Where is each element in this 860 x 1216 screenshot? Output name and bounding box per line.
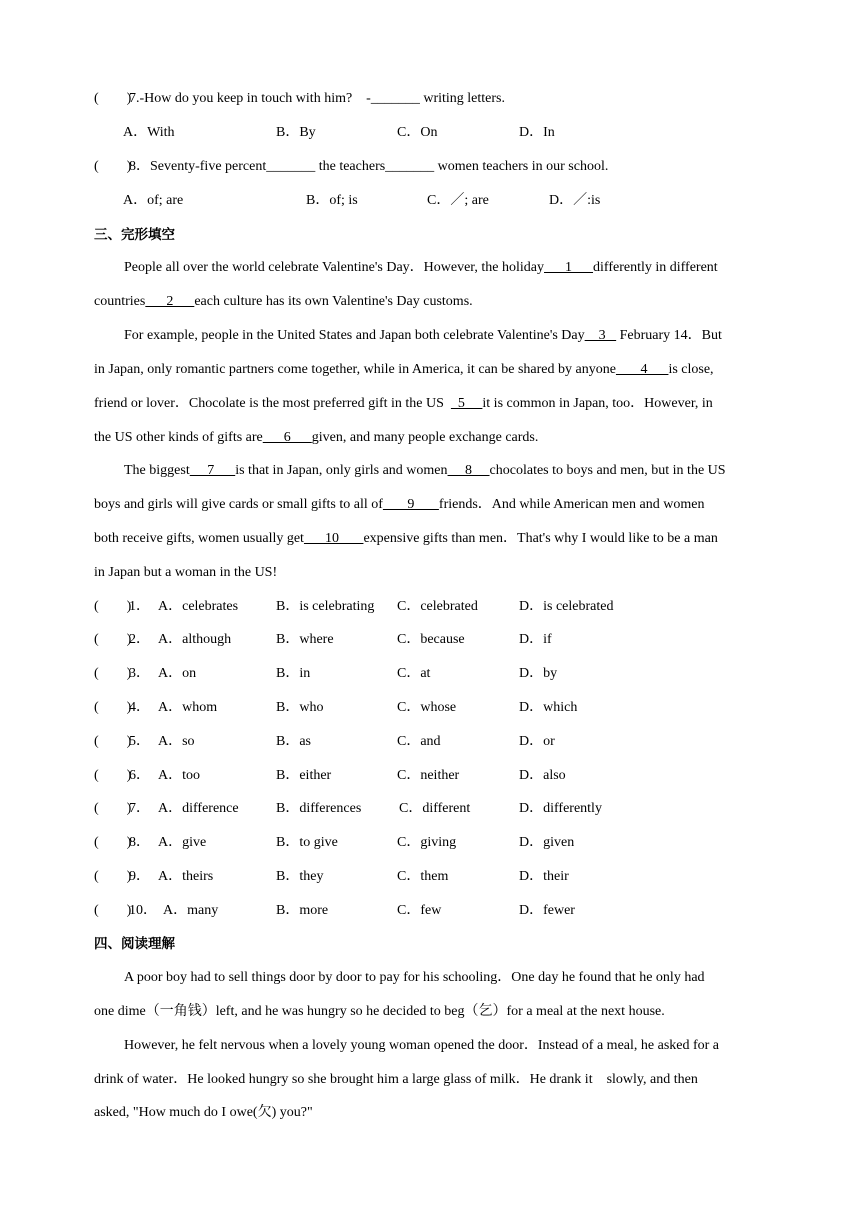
- passage-text: boys and girls will give cards or small gifts to all of 9 friends．And while American men and women: [94, 497, 705, 512]
- grammar-options-7: [0, 123, 860, 143]
- passage-text: The biggest 7 is that in Japan, only girls and women 8 chocolates to boys and men, but in the US: [124, 463, 726, 478]
- option-b[interactable]: B．of; is: [306, 193, 358, 208]
- question-number: 9．: [129, 869, 150, 884]
- option-d[interactable]: D．differently: [519, 801, 602, 816]
- grammar-options-8: [0, 191, 860, 211]
- option-a[interactable]: A．so: [158, 734, 195, 749]
- option-d[interactable]: D．also: [519, 768, 566, 783]
- option-b[interactable]: B．either: [276, 768, 332, 783]
- option-a[interactable]: A．celebrates: [158, 599, 239, 614]
- passage-text: drink of water．He looked hungry so she brought him a large glass of milk．He drank it slowly, and then: [94, 1072, 698, 1087]
- grammar-question-7: [0, 89, 860, 109]
- option-c[interactable]: C．On: [397, 125, 438, 140]
- option-d[interactable]: D．In: [519, 125, 555, 140]
- cloze-question-2: [0, 630, 860, 650]
- question-number: 6．: [129, 768, 150, 783]
- section-heading: 三、完形填空: [94, 227, 175, 243]
- option-d[interactable]: D．by: [519, 666, 558, 681]
- option-a[interactable]: A．although: [158, 632, 232, 647]
- cloze-question-3: [0, 664, 860, 684]
- reading-passage-line: [0, 1070, 860, 1090]
- question-number: 5．: [129, 734, 150, 749]
- answer-bracket[interactable]: ( ): [94, 91, 132, 106]
- cloze-question-9: [0, 867, 860, 887]
- passage-text: However, he felt nervous when a lovely young woman opened the door．Instead of a meal, he asked for a: [124, 1038, 720, 1053]
- cloze-question-6: [0, 766, 860, 786]
- answer-bracket[interactable]: ( ): [94, 599, 132, 614]
- passage-text: one dime（一角钱）left, and he was hungry so he decided to beg（乞）for a meal at the next house.: [94, 1004, 665, 1019]
- option-d[interactable]: D．is celebrated: [519, 599, 614, 614]
- passage-text: both receive gifts, women usually get 10 expensive gifts than men．That's why I would like to be a man: [94, 531, 718, 546]
- option-a[interactable]: A．whom: [158, 700, 218, 715]
- option-b[interactable]: B．in: [276, 666, 311, 681]
- option-a[interactable]: A．theirs: [158, 869, 214, 884]
- question-stem: 7.-How do you keep in touch with him? -_______ writing letters.: [129, 91, 505, 106]
- passage-text: A poor boy had to sell things door by door to pay for his schooling．One day he found that he only had: [124, 970, 705, 985]
- option-d[interactable]: D．their: [519, 869, 569, 884]
- option-a[interactable]: A．give: [158, 835, 207, 850]
- cloze-passage-line: [0, 495, 860, 515]
- blank-3: 3: [584, 328, 617, 343]
- cloze-question-5: [0, 732, 860, 752]
- cloze-passage-line: [0, 292, 860, 312]
- question-number: 10．: [129, 903, 157, 918]
- cloze-question-1: [0, 597, 860, 617]
- blank-1: 1: [544, 260, 594, 275]
- reading-passage-line: [0, 1103, 860, 1123]
- passage-text: asked, "How much do I owe(欠) you?": [94, 1105, 313, 1120]
- option-c[interactable]: C．because: [397, 632, 465, 647]
- option-c[interactable]: C．at: [397, 666, 431, 681]
- option-a[interactable]: A．too: [158, 768, 200, 783]
- cloze-question-4: [0, 698, 860, 718]
- cloze-passage-line: [0, 428, 860, 448]
- option-c[interactable]: C．／; are: [427, 193, 489, 208]
- question-number: 3．: [129, 666, 150, 681]
- passage-text: friend or lover．Chocolate is the most preferred gift in the US 5 it is common in Japan, too．However, in: [94, 396, 713, 411]
- cloze-passage-line: [0, 563, 860, 583]
- option-c[interactable]: C．celebrated: [397, 599, 478, 614]
- blank-9: 9: [382, 497, 439, 512]
- option-b[interactable]: B．they: [276, 869, 324, 884]
- cloze-passage-line: [0, 461, 860, 481]
- option-c[interactable]: C．neither: [397, 768, 460, 783]
- question-number: 2．: [129, 632, 150, 647]
- question-number: 1．: [129, 599, 150, 614]
- passage-text: People all over the world celebrate Valentine's Day．However, the holiday 1 differently in different: [124, 260, 718, 275]
- option-d[interactable]: D．if: [519, 632, 552, 647]
- option-c[interactable]: C．giving: [397, 835, 457, 850]
- option-b[interactable]: B．to give: [276, 835, 338, 850]
- option-b[interactable]: B．By: [276, 125, 316, 140]
- option-c[interactable]: C．whose: [397, 700, 457, 715]
- passage-text: in Japan, only romantic partners come together, while in America, it can be shared by anyone 4 is close,: [94, 362, 714, 377]
- blank-7: 7: [189, 463, 236, 478]
- option-d[interactable]: D．or: [519, 734, 555, 749]
- answer-bracket[interactable]: ( ): [94, 801, 132, 816]
- passage-text: in Japan but a woman in the US!: [94, 565, 278, 580]
- option-b[interactable]: B．where: [276, 632, 334, 647]
- passage-text: For example, people in the United States and Japan both celebrate Valentine's Day 3 February 14．But: [124, 328, 722, 343]
- passage-text: countries 2 each culture has its own Valentine's Day customs.: [94, 294, 473, 309]
- reading-passage-line: [0, 1002, 860, 1022]
- reading-passage-line: [0, 968, 860, 988]
- answer-bracket[interactable]: ( ): [94, 869, 132, 884]
- option-d[interactable]: D．given: [519, 835, 575, 850]
- cloze-passage-line: [0, 258, 860, 278]
- option-a[interactable]: A．difference: [158, 801, 239, 816]
- option-c[interactable]: C．different: [399, 801, 471, 816]
- question-number: 7．: [129, 801, 150, 816]
- section-heading: 四、阅读理解: [94, 936, 175, 952]
- option-c[interactable]: C．and: [397, 734, 441, 749]
- option-d[interactable]: D．fewer: [519, 903, 575, 918]
- option-b[interactable]: B．is celebrating: [276, 599, 375, 614]
- option-d[interactable]: D．／:is: [549, 193, 601, 208]
- answer-bracket[interactable]: ( ): [94, 768, 132, 783]
- blank-4: 4: [615, 362, 669, 377]
- cloze-passage-line: [0, 529, 860, 549]
- option-a[interactable]: A．many: [163, 903, 219, 918]
- cloze-question-7: [0, 799, 860, 819]
- option-b[interactable]: B．as: [276, 734, 311, 749]
- option-b[interactable]: B．differences: [276, 801, 362, 816]
- cloze-question-8: [0, 833, 860, 853]
- cloze-passage-line: [0, 360, 860, 380]
- reading-passage-line: [0, 1036, 860, 1056]
- question-number: 8．: [129, 835, 150, 850]
- answer-bracket[interactable]: ( ): [94, 159, 132, 174]
- answer-bracket[interactable]: ( ): [94, 734, 132, 749]
- option-d[interactable]: D．which: [519, 700, 578, 715]
- option-c[interactable]: C．them: [397, 869, 449, 884]
- option-a[interactable]: A．With: [123, 125, 175, 140]
- passage-text: the US other kinds of gifts are 6 given, and many people exchange cards.: [94, 430, 539, 445]
- answer-bracket[interactable]: ( ): [94, 903, 132, 918]
- question-number: 4．: [129, 700, 150, 715]
- blank-2: 2: [145, 294, 195, 309]
- answer-bracket[interactable]: ( ): [94, 632, 132, 647]
- option-c[interactable]: C．few: [397, 903, 442, 918]
- cloze-section: [0, 225, 860, 245]
- cloze-passage-line: [0, 394, 860, 414]
- option-b[interactable]: B．who: [276, 700, 324, 715]
- blank-5: 5: [450, 396, 483, 411]
- blank-8: 8: [447, 463, 490, 478]
- blank-6: 6: [262, 430, 312, 445]
- option-a[interactable]: A．of; are: [123, 193, 184, 208]
- answer-bracket[interactable]: ( ): [94, 835, 132, 850]
- cloze-passage-line: [0, 326, 860, 346]
- blank-10: 10: [303, 531, 364, 546]
- grammar-question-8: [0, 157, 860, 177]
- question-stem: 8．Seventy-five percent_______ the teachers_______ women teachers in our school.: [129, 159, 609, 174]
- cloze-question-10: [0, 901, 860, 921]
- reading-section: [0, 934, 860, 954]
- answer-bracket[interactable]: ( ): [94, 700, 132, 715]
- option-b[interactable]: B．more: [276, 903, 329, 918]
- option-a[interactable]: A．on: [158, 666, 197, 681]
- answer-bracket[interactable]: ( ): [94, 666, 132, 681]
